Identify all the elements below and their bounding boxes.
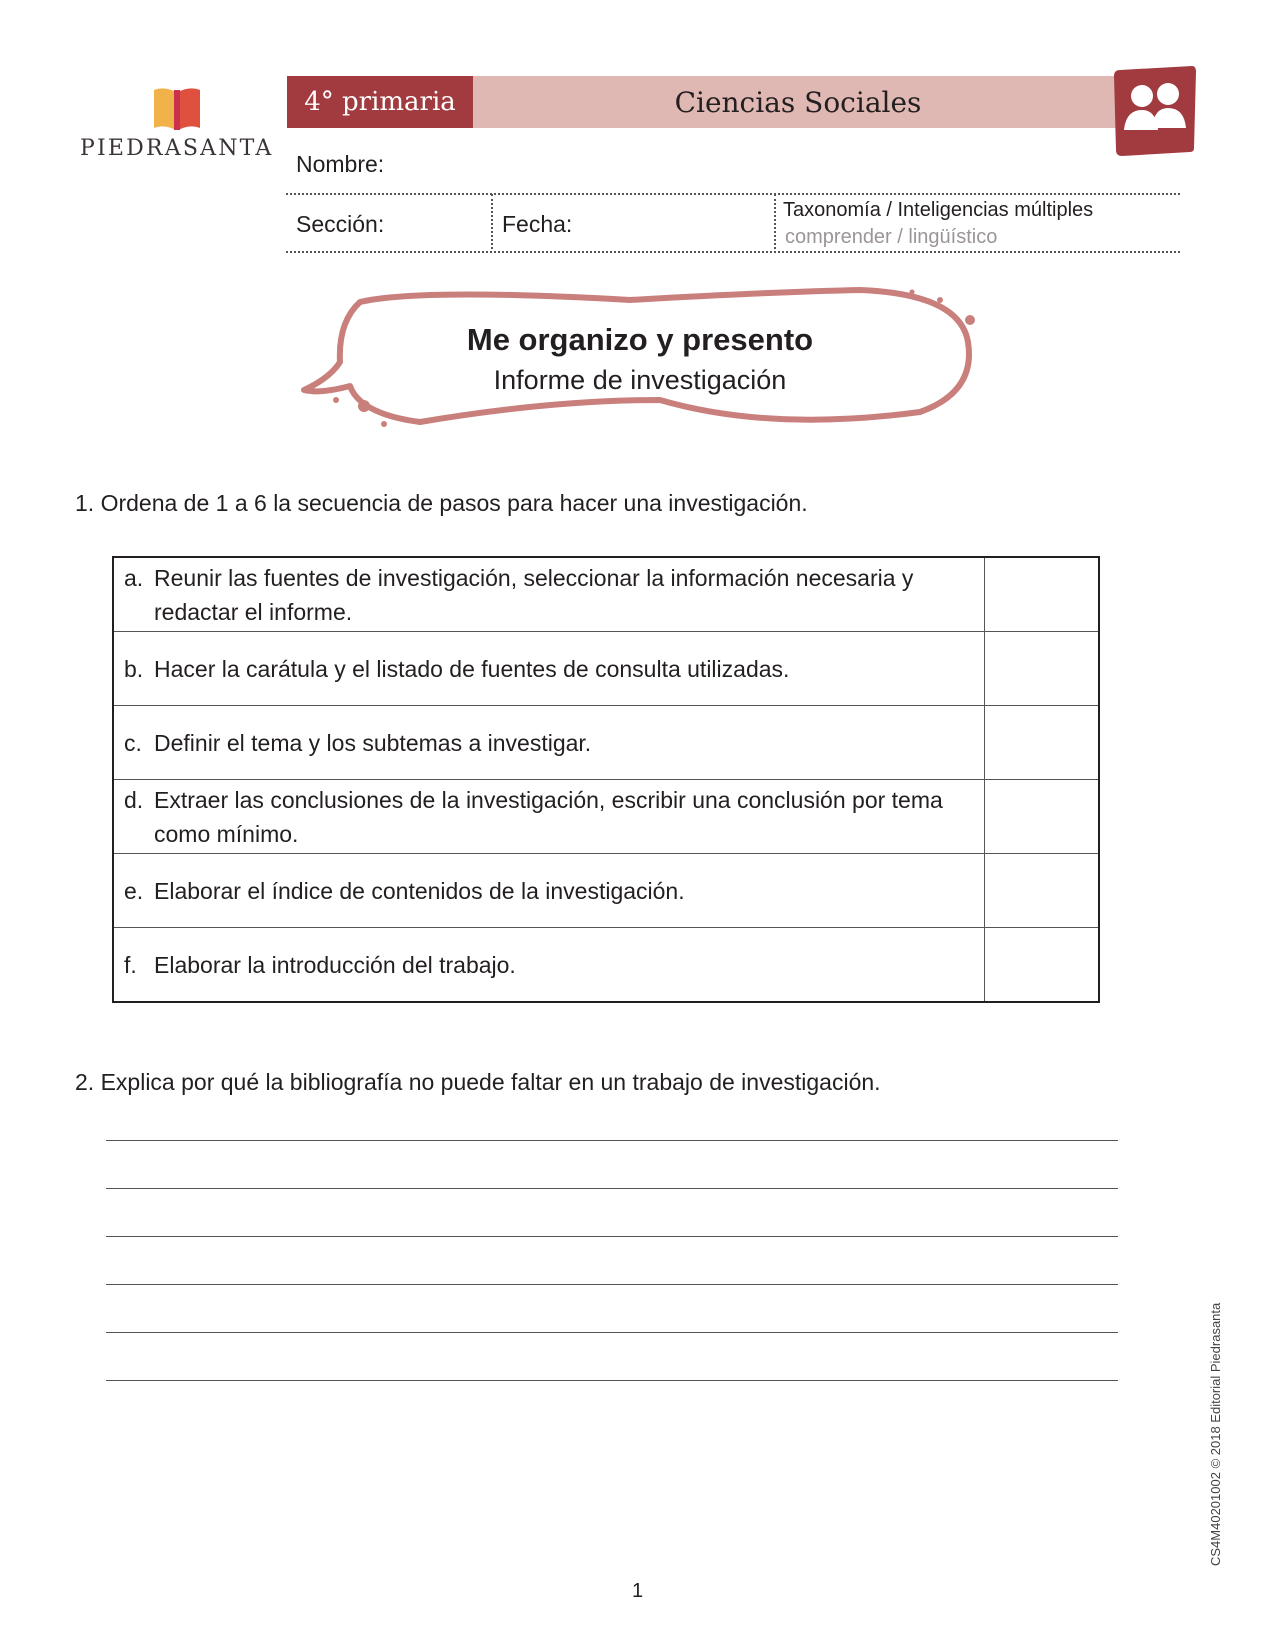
order-answer-box[interactable] (984, 928, 1099, 1003)
order-answer-box[interactable] (984, 632, 1099, 706)
order-answer-box[interactable] (984, 557, 1099, 632)
page-number: 1 (631, 1580, 644, 1602)
copyright-code: CS4M40201002 © 2018 Editorial Piedrasanta (1208, 1302, 1223, 1566)
answer-line[interactable] (106, 1380, 1118, 1381)
divider (774, 194, 776, 249)
subject-title: Ciencias Sociales (473, 76, 1123, 128)
step-letter: a. (124, 564, 144, 591)
table-row (113, 928, 1099, 1003)
steps-table (112, 556, 1100, 1003)
step-letter: e. (124, 877, 144, 904)
answer-line[interactable] (106, 1284, 1118, 1285)
book-logo-icon (152, 84, 202, 134)
step-letter: b. (124, 655, 144, 682)
table-row (113, 557, 1099, 632)
taxonomy-title: Taxonomía / Inteligencias múltiples (783, 199, 1094, 221)
step-cell (113, 557, 984, 632)
step-text: Elaborar la introducción del trabajo. (154, 951, 516, 978)
title-bubble (300, 282, 980, 442)
step-text: Elaborar el índice de contenidos de la investigación. (154, 877, 685, 904)
divider (286, 193, 1180, 195)
step-letter: c. (124, 729, 142, 756)
group-users-icon (1112, 64, 1196, 156)
brand-name: PIEDRASANTA (80, 136, 274, 161)
table-row (113, 706, 1099, 780)
step-letter: f. (124, 951, 137, 978)
step-text: Reunir las fuentes de investigación, seleccionar la información necesaria y redactar el informe. (154, 564, 914, 625)
order-answer-box[interactable] (984, 780, 1099, 854)
section-field-label: Sección: (296, 211, 385, 237)
question-1: 1. Ordena de 1 a 6 la secuencia de pasos para hacer una investigación. (75, 490, 808, 516)
step-letter: d. (124, 786, 144, 813)
activity-subtitle: Informe de investigación (493, 365, 787, 395)
publisher-logo (80, 80, 280, 170)
divider (286, 251, 1180, 253)
taxonomy-subtitle: comprender / lingüístico (785, 226, 998, 248)
name-field-label: Nombre: (296, 151, 385, 177)
table-row (113, 780, 1099, 854)
order-answer-box[interactable] (984, 706, 1099, 780)
divider (491, 194, 493, 249)
order-answer-box[interactable] (984, 854, 1099, 928)
step-cell (113, 706, 984, 780)
question-2: 2. Explica por qué la bibliografía no puede faltar en un trabajo de investigación. (75, 1069, 881, 1095)
step-text: Definir el tema y los subtemas a investigar. (154, 729, 592, 756)
activity-title: Me organizo y presento (466, 322, 814, 357)
table-row (113, 854, 1099, 928)
table-row (113, 632, 1099, 706)
step-cell (113, 854, 984, 928)
step-text: Hacer la carátula y el listado de fuentes de consulta utilizadas. (154, 655, 790, 682)
grade-label: 4° primaria (287, 76, 473, 128)
answer-line[interactable] (106, 1332, 1118, 1333)
answer-line[interactable] (106, 1188, 1118, 1189)
answer-line[interactable] (106, 1140, 1118, 1141)
step-cell (113, 632, 984, 706)
answer-line[interactable] (106, 1236, 1118, 1237)
step-cell (113, 780, 984, 854)
step-cell (113, 928, 984, 1003)
date-field-label: Fecha: (502, 211, 573, 237)
step-text: Extraer las conclusiones de la investigación, escribir una conclusión por tema como mínimo. (154, 786, 943, 847)
